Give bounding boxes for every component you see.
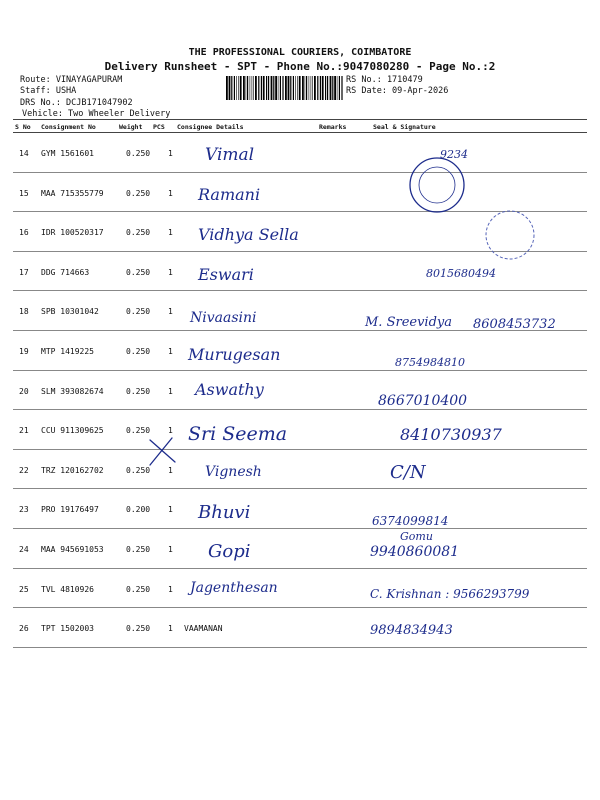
barcode-bar xyxy=(290,76,291,100)
row-pcs: 1 xyxy=(168,307,173,317)
barcode-bar xyxy=(247,76,248,100)
row-weight: 0.250 xyxy=(126,426,151,436)
table-row xyxy=(13,291,587,331)
table-row xyxy=(13,450,587,490)
barcode-bar xyxy=(311,76,312,100)
barcode-bar xyxy=(327,76,328,100)
vehicle-label: Vehicle: Two Wheeler Delivery xyxy=(22,109,171,119)
col-consignment: Consignment No xyxy=(41,123,96,131)
row-pcs: 1 xyxy=(168,426,173,436)
barcode-bar xyxy=(341,76,342,100)
barcode-bar xyxy=(275,76,277,100)
hw-seal-1: 9234 xyxy=(440,148,468,161)
barcode-bar xyxy=(246,76,247,100)
row-sno: 17 xyxy=(19,267,29,277)
barcode-bar xyxy=(261,76,262,100)
row-pcs: 1 xyxy=(168,228,173,238)
row-consignment: TRZ 120162702 xyxy=(41,465,104,475)
hw-name-2: Ramani xyxy=(198,185,261,204)
row-consignment: SLM 393082674 xyxy=(41,386,104,396)
row-sno: 26 xyxy=(19,624,29,634)
row-pcs: 1 xyxy=(168,386,173,396)
hw-name-5: Nivaasini xyxy=(190,310,257,326)
row-pcs: 1 xyxy=(168,188,173,198)
hw-seal-3: 8608453732 xyxy=(473,317,556,332)
barcode-bar xyxy=(258,76,259,100)
row-weight: 0.250 xyxy=(126,307,151,317)
hw-name-1: Vimal xyxy=(205,145,255,165)
hw-name-12: Jagenthesan xyxy=(190,580,278,596)
barcode-bar xyxy=(240,76,242,100)
barcode-bar xyxy=(309,76,310,100)
row-sno: 14 xyxy=(19,149,29,158)
col-weight: Weight xyxy=(119,123,143,131)
hw-seal-name-1: M. Sreevidya xyxy=(365,315,453,330)
row-sno: 21 xyxy=(19,426,29,436)
barcode-bar xyxy=(250,76,251,100)
barcode-bar xyxy=(234,76,235,100)
barcode-bar xyxy=(231,76,232,100)
row-consignment: MAA 945691053 xyxy=(41,544,104,554)
row-consignment: GYM 1561601 xyxy=(41,149,94,158)
row-consignment: TPT 1502003 xyxy=(41,624,94,634)
row-pcs: 1 xyxy=(168,505,173,515)
barcode-bar xyxy=(320,76,321,100)
barcode-bar xyxy=(285,76,287,100)
hw-seal-5: 8667010400 xyxy=(378,393,468,409)
barcode-bar xyxy=(306,76,307,100)
barcode-bar xyxy=(337,76,338,100)
rs-date: RS Date: 09-Apr-2026 xyxy=(346,86,449,96)
hw-seal-name-2: Gomu xyxy=(400,530,433,543)
col-consignee: Consignee Details xyxy=(177,123,244,131)
row-consignment: MTP 1419225 xyxy=(41,346,94,356)
row-consignment: PRO 19176497 xyxy=(41,505,99,515)
row-consignment: CCU 911309625 xyxy=(41,426,104,436)
barcode-bar xyxy=(278,76,279,100)
row-sno: 20 xyxy=(19,386,29,396)
hw-seal-11: 9894834943 xyxy=(370,623,453,638)
row-sno: 25 xyxy=(19,584,29,594)
row-pcs: 1 xyxy=(168,465,173,475)
staff-label: Staff: USHA xyxy=(20,86,77,96)
barcode-bar xyxy=(339,76,340,100)
row-pcs: 1 xyxy=(168,624,173,634)
barcode-bar xyxy=(302,76,304,100)
row-sno: 15 xyxy=(19,188,29,198)
row-consignment: DDG 714663 xyxy=(41,267,90,277)
barcode-bar xyxy=(273,76,274,100)
barcode-bar xyxy=(266,76,267,100)
barcode-bar xyxy=(288,76,290,100)
row-weight: 0.250 xyxy=(126,386,151,396)
hw-name-7: Aswathy xyxy=(195,380,264,399)
row-weight: 0.250 xyxy=(126,228,151,238)
row-consignment: SPB 10301042 xyxy=(41,307,99,317)
row-consignee: VAAMANAN xyxy=(184,624,223,634)
table-header xyxy=(13,120,587,133)
barcode-bar xyxy=(282,76,283,100)
row-consignment: IDR 100520317 xyxy=(41,228,104,238)
barcode-bar xyxy=(299,76,301,100)
barcode-bar xyxy=(263,76,265,100)
barcode-bar xyxy=(330,76,332,100)
barcode-bar xyxy=(253,76,254,100)
row-consignment: MAA 715355779 xyxy=(41,188,104,198)
hw-seal-6: 8410730937 xyxy=(400,425,502,444)
barcode-bar xyxy=(268,76,269,100)
drs-number: DRS No.: DCJB171047902 xyxy=(20,98,133,108)
table-row xyxy=(13,608,587,648)
barcode-bar xyxy=(334,76,336,100)
table-row xyxy=(13,371,587,411)
row-pcs: 1 xyxy=(168,584,173,594)
barcode-bar xyxy=(332,76,333,100)
barcode-bar xyxy=(297,76,298,100)
row-pcs: 1 xyxy=(168,149,173,158)
row-pcs: 1 xyxy=(168,544,173,554)
table-row xyxy=(13,173,587,213)
row-sno: 19 xyxy=(19,346,29,356)
row-sno: 24 xyxy=(19,544,29,554)
row-weight: 0.250 xyxy=(126,267,151,277)
barcode-bar xyxy=(314,76,316,100)
table-row xyxy=(13,410,587,450)
barcode-bar xyxy=(255,76,257,100)
row-weight: 0.250 xyxy=(126,584,151,594)
col-sno: S No xyxy=(15,123,31,131)
row-weight: 0.200 xyxy=(126,505,151,515)
barcode-bar xyxy=(236,76,237,100)
row-weight: 0.250 xyxy=(126,465,151,475)
barcode-image xyxy=(226,76,344,100)
hw-name-3: Vidhya Sella xyxy=(198,225,299,244)
barcode-bar xyxy=(305,76,306,100)
table-row xyxy=(13,252,587,292)
row-weight: 0.250 xyxy=(126,544,151,554)
row-sno: 22 xyxy=(19,465,29,475)
table-row xyxy=(13,489,587,529)
table-row xyxy=(13,212,587,252)
hw-name-6: Murugesan xyxy=(188,345,281,364)
table-row xyxy=(13,331,587,371)
hw-seal-2: 8015680494 xyxy=(426,267,496,280)
hw-name-9: Vignesh xyxy=(205,464,262,480)
row-consignment: TVL 4810926 xyxy=(41,584,94,594)
row-weight: 0.250 xyxy=(126,149,151,158)
hw-seal-8: 6374099814 xyxy=(372,514,449,528)
barcode-bar xyxy=(226,76,228,100)
row-sno: 23 xyxy=(19,505,29,515)
barcode-bar xyxy=(252,76,253,100)
barcode-bar xyxy=(238,76,239,100)
table-row xyxy=(13,133,587,173)
hw-seal-7: C/N xyxy=(390,462,426,483)
hw-seal-4: 8754984810 xyxy=(395,356,465,369)
barcode-bar xyxy=(229,76,231,100)
table-row xyxy=(13,529,587,569)
row-sno: 16 xyxy=(19,228,29,238)
barcode-bar xyxy=(243,76,245,100)
route-label: Route: VINAYAGAPURAM xyxy=(20,75,123,85)
runsheet-subtitle: Delivery Runsheet - SPT - Phone No.:9047080280 - Page No.:2 xyxy=(104,60,496,73)
row-pcs: 1 xyxy=(168,267,173,277)
row-weight: 0.250 xyxy=(126,346,151,356)
hw-seal-9: 9940860081 xyxy=(370,544,460,560)
row-weight: 0.250 xyxy=(126,188,151,198)
barcode-bar xyxy=(317,76,318,100)
row-pcs: 1 xyxy=(168,346,173,356)
barcode-bar xyxy=(325,76,326,100)
barcode-bar xyxy=(295,76,296,100)
hw-seal-10: C. Krishnan : 9566293799 xyxy=(370,587,530,601)
barcode-bar xyxy=(293,76,294,100)
hw-name-8: Sri Seema xyxy=(188,423,288,445)
hw-name-4: Eswari xyxy=(198,265,254,284)
hw-name-10: Bhuvi xyxy=(198,502,251,523)
table-row xyxy=(13,569,587,609)
col-seal: Seal & Signature xyxy=(373,123,436,131)
runsheet-table xyxy=(13,119,587,648)
col-pcs: PCS xyxy=(153,123,165,131)
hw-name-11: Gopi xyxy=(208,541,251,562)
barcode-bar xyxy=(312,76,313,100)
company-name: THE PROFESSIONAL COURIERS, COIMBATORE xyxy=(188,47,412,58)
row-sno: 18 xyxy=(19,307,29,317)
row-weight: 0.250 xyxy=(126,624,151,634)
barcode-bar xyxy=(322,76,324,100)
col-remarks: Remarks xyxy=(319,123,347,131)
barcode-bar xyxy=(271,76,273,100)
barcode-bar xyxy=(280,76,281,100)
rs-number: RS No.: 1710479 xyxy=(346,75,423,85)
